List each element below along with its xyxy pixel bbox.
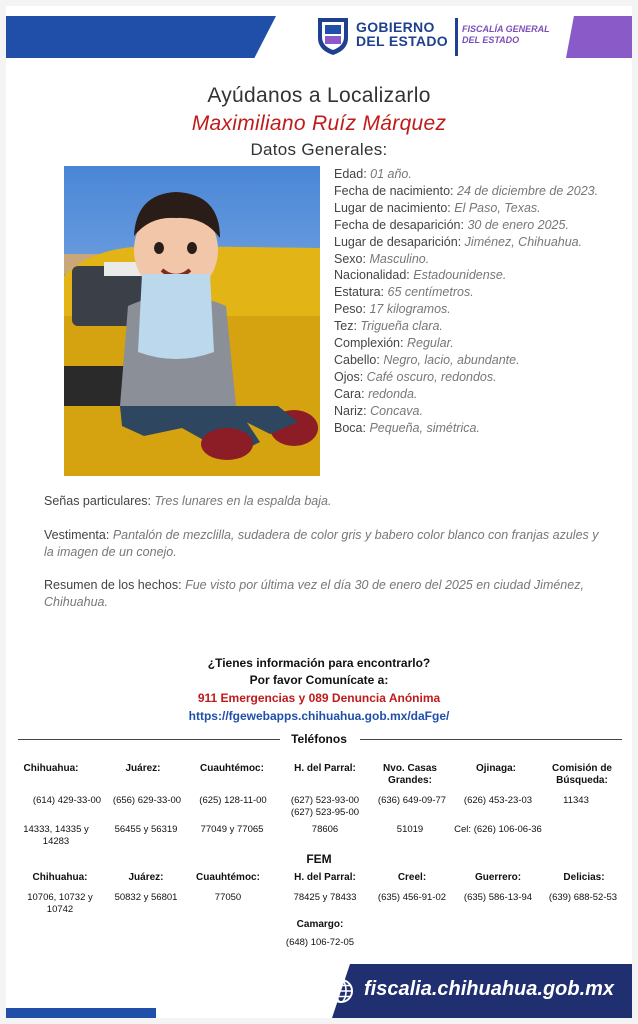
data-row-estatura: Estatura: 65 centímetros. xyxy=(334,285,474,300)
tel-header: Juárez: xyxy=(125,763,161,774)
fem-value: (635) 456-91-02 xyxy=(377,892,447,903)
state-shield-icon xyxy=(316,16,350,56)
tel-extension: Cel: (626) 106-06-36 xyxy=(454,824,542,835)
data-row-edad: Edad: 01 año. xyxy=(334,167,412,181)
resumen-hechos: Resumen de los hechos: Fue visto por última vez el día 30 de enero del 2025 en ciudad Jiménez, Chihuahua. xyxy=(44,578,584,609)
fem-value: 78425 y 78433 xyxy=(293,892,357,903)
tel-extension: 77049 y 77065 xyxy=(200,824,264,835)
gobierno-logo-text: GOBIERNO DEL ESTADO xyxy=(356,19,448,49)
fem-header: Guerrero: xyxy=(474,872,522,883)
data-row-sexo: Sexo: Masculino. xyxy=(334,251,430,266)
tel-header: Chihuahua: xyxy=(23,763,79,774)
tel-extension: 14333, 14335 y 14283 xyxy=(23,824,89,847)
contact-cta: Por favor Comunícate a: xyxy=(249,673,389,687)
senas-particulares: Señas particulares: Tres lunares en la espalda baja. xyxy=(44,494,332,508)
logo-separator xyxy=(455,18,458,56)
general-data-list xyxy=(334,166,614,437)
tel-header: Cuauhtémoc: xyxy=(200,763,264,774)
data-row-fecha-desaparicion: Fecha de desaparición: 30 de enero 2025. xyxy=(334,217,569,232)
data-row-fecha-nacimiento: Fecha de nacimiento: 24 de diciembre de 2023. xyxy=(334,183,599,198)
tel-phone: 11343 xyxy=(563,795,589,806)
missing-child-photo xyxy=(64,166,320,476)
data-row-boca: Boca: Pequeña, simétrica. xyxy=(334,420,480,435)
fem-header: Juárez: xyxy=(128,872,164,883)
data-row-complexion: Complexión: Regular. xyxy=(334,336,454,351)
poster-title: Ayúdanos a Localizarlo xyxy=(207,84,431,107)
fiscalia-logo-text: FISCALÍA GENERAL DEL ESTADO xyxy=(462,24,550,45)
data-row-lugar-nacimiento: Lugar de nacimiento: El Paso, Texas. xyxy=(334,200,541,215)
fem-header: Delicias: xyxy=(563,872,605,883)
fem-value: 50832 y 56801 xyxy=(114,892,178,903)
report-url-link[interactable]: https://fgewebapps.chihuahua.gob.mx/daFge/ xyxy=(188,709,450,723)
tel-phone: (656) 629-33-00 xyxy=(112,795,182,806)
data-row-lugar-desaparicion: Lugar de desaparición: Jiménez, Chihuahua. xyxy=(334,234,583,249)
footer-blue-band xyxy=(6,1008,156,1018)
tel-phone: (627) 523-93-00 (627) 523-95-00 xyxy=(290,795,360,818)
tel-extension: 51019 xyxy=(396,824,424,835)
fem-heading: FEM xyxy=(306,852,332,866)
tel-phone: (626) 453-23-03 xyxy=(463,795,533,806)
tel-header: Comisión de Búsqueda: xyxy=(551,763,612,786)
vestimenta: Vestimenta: Pantalón de mezclilla, sudadera de color gris y babero color blanco con franjas azules y la imagen de un conejo. xyxy=(44,528,599,559)
fem-header: Chihuahua: xyxy=(32,872,88,883)
data-row-ojos: Ojos: Café oscuro, redondos. xyxy=(334,369,497,384)
fem-value-camargo: (648) 106-72-05 xyxy=(285,937,355,948)
tel-extension: 78606 xyxy=(311,824,339,835)
tel-phone: (636) 649-09-77 xyxy=(377,795,447,806)
fem-header-camargo: Camargo: xyxy=(296,919,344,930)
general-data-heading: Datos Generales: xyxy=(250,140,388,159)
footer-website-link[interactable]: fiscalia.chihuahua.gob.mx xyxy=(364,978,615,1000)
fem-value: (635) 586-13-94 xyxy=(463,892,533,903)
fem-value: (639) 688-52-53 xyxy=(548,892,618,903)
header-blue-band xyxy=(6,16,276,58)
globe-icon xyxy=(328,978,354,1004)
tel-header: Ojinaga: xyxy=(475,763,516,774)
data-row-nariz: Nariz: Concava. xyxy=(334,403,423,418)
header-purple-band xyxy=(566,16,632,58)
data-row-cabello: Cabello: Negro, lacio, abundante. xyxy=(334,352,520,367)
fem-header: Cuauhtémoc: xyxy=(196,872,260,883)
data-row-tez: Tez: Trigueña clara. xyxy=(334,319,443,334)
data-row-cara: Cara: redonda. xyxy=(334,386,418,401)
tel-header: H. del Parral: xyxy=(294,763,356,774)
fem-header: H. del Parral: xyxy=(294,872,356,883)
tel-phone: (614) 429-33-00 xyxy=(32,795,102,806)
fem-value: 77050 xyxy=(214,892,242,903)
telefonos-heading: Teléfonos xyxy=(291,732,347,746)
tel-phone: (625) 128-11-00 xyxy=(199,795,267,806)
fem-value: 10706, 10732 y 10742 xyxy=(27,892,93,915)
tel-header: Nvo. Casas Grandes: xyxy=(383,763,437,786)
contact-question: ¿Tienes información para encontrarlo? xyxy=(207,656,431,670)
tel-extension: 56455 y 56319 xyxy=(114,824,178,835)
missing-person-name: Maximiliano Ruíz Márquez xyxy=(191,112,447,135)
data-row-nacionalidad: Nacionalidad: Estadounidense. xyxy=(334,268,507,283)
fem-header: Creel: xyxy=(397,872,427,883)
missing-person-poster xyxy=(6,6,632,1018)
emergency-numbers: 911 Emergencias y 089 Denuncia Anónima xyxy=(197,691,441,705)
data-row-peso: Peso: 17 kilogramos. xyxy=(334,302,451,317)
